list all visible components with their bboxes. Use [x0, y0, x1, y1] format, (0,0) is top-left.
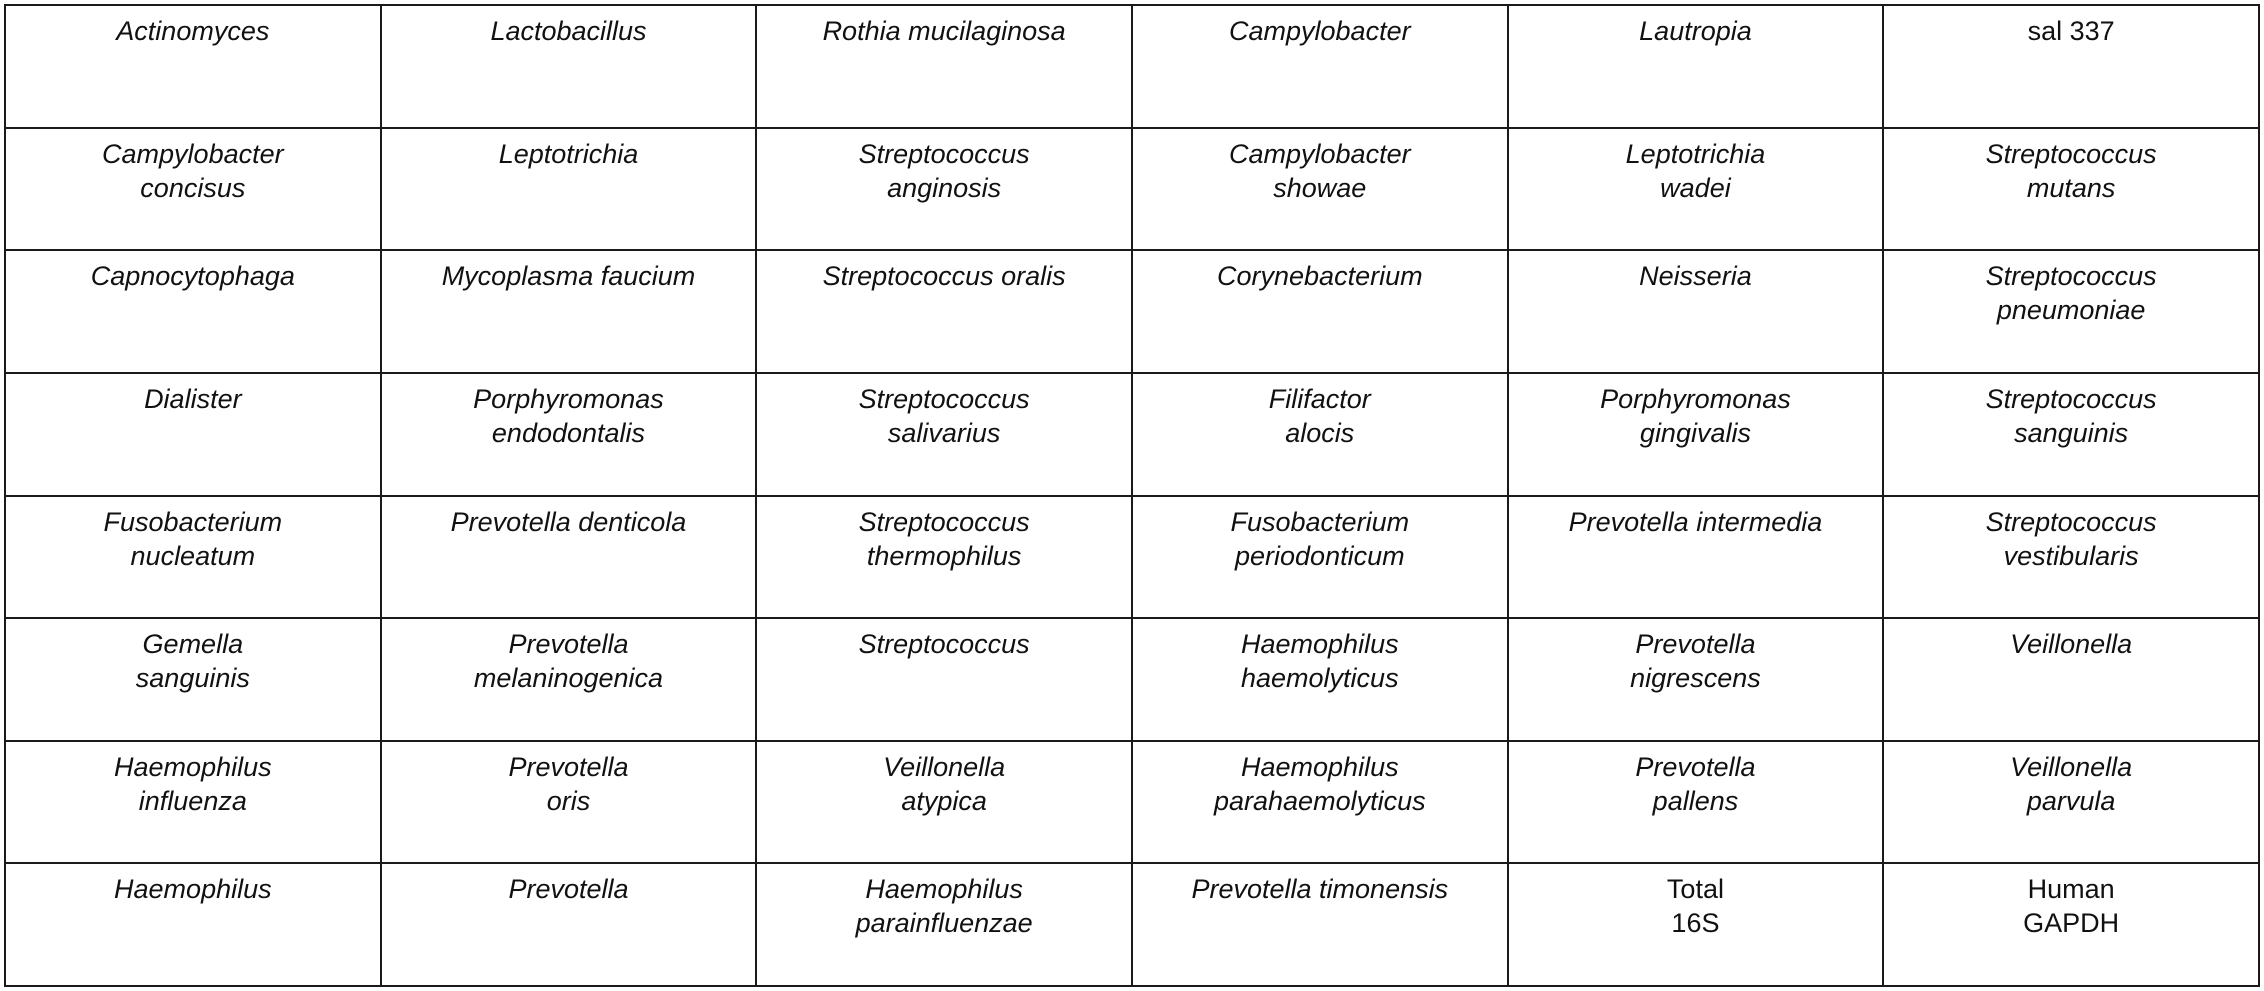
cell-text-line: Streptococcus [858, 138, 1030, 169]
cell-text-line: alocis [1285, 417, 1355, 448]
cell-text-line: Veillonella [2010, 751, 2133, 782]
species-table-container [4, 4, 2260, 987]
table-cell [1132, 496, 1508, 619]
cell-text-line: GAPDH [2023, 908, 2120, 939]
table-cell [1883, 5, 2259, 128]
table-cell [1508, 128, 1884, 251]
table-row [5, 250, 2259, 373]
table-cell [1508, 250, 1884, 373]
cell-text-line: Actinomyces [116, 16, 270, 46]
table-cell [756, 250, 1132, 373]
cell-text-line: sal 337 [2027, 16, 2115, 46]
table-cell [1508, 373, 1884, 496]
cell-text-line: sanguinis [135, 663, 250, 694]
cell-text-line: Neisseria [1639, 261, 1752, 292]
table-cell [381, 5, 757, 128]
cell-text-line: Lautropia [1639, 16, 1752, 46]
cell-text-line: periodonticum [1235, 540, 1405, 571]
table-cell [5, 496, 381, 619]
cell-text-line: Haemophilus [1241, 629, 1399, 660]
cell-text-line: endodontalis [491, 417, 646, 448]
cell-text-line: wadei [1660, 172, 1731, 203]
cell-text-line: concisus [140, 172, 246, 203]
cell-text-line: Streptococcus [858, 383, 1030, 414]
table-cell [5, 5, 381, 128]
table-cell [1508, 618, 1884, 741]
table-cell [756, 618, 1132, 741]
cell-text-line: Streptococcus [858, 506, 1030, 537]
table-cell [1132, 5, 1508, 128]
cell-text-line: Dialister [144, 383, 242, 414]
table-cell [1132, 741, 1508, 864]
table-cell [1883, 128, 2259, 251]
table-cell [5, 250, 381, 373]
cell-text-line: Prevotella [1635, 751, 1756, 782]
cell-text-line: Haemophilus [865, 874, 1023, 905]
cell-text-line: Gemella [142, 629, 244, 660]
cell-text-line: Streptococcus [1985, 138, 2157, 169]
table-cell [381, 373, 757, 496]
table-cell [756, 128, 1132, 251]
cell-text-line: parahaemolyticus [1213, 785, 1426, 816]
table-cell [5, 128, 381, 251]
table-cell [381, 741, 757, 864]
cell-text-line: Prevotella denticola [450, 506, 687, 537]
cell-text-line: atypica [901, 785, 987, 816]
cell-text-line: mutans [2026, 172, 2116, 203]
cell-text-line: showae [1273, 172, 1367, 203]
table-cell [381, 496, 757, 619]
cell-text-line: Haemophilus [1241, 751, 1399, 782]
table-cell [381, 618, 757, 741]
table-cell [756, 863, 1132, 986]
cell-text-line: Total [1666, 874, 1724, 905]
cell-text-line: Prevotella [508, 629, 629, 660]
cell-text-line: haemolyticus [1241, 663, 1399, 694]
table-cell [1883, 250, 2259, 373]
cell-text-line: Corynebacterium [1217, 261, 1423, 292]
table-row [5, 618, 2259, 741]
cell-text-line: Campylobacter [102, 138, 284, 169]
table-row [5, 863, 2259, 986]
cell-text-line: Lactobacillus [490, 16, 647, 46]
cell-text-line: pneumoniae [1996, 295, 2146, 326]
species-table-body [5, 5, 2259, 986]
table-cell [1132, 863, 1508, 986]
cell-text-line: Haemophilus [114, 874, 272, 905]
table-cell [1132, 250, 1508, 373]
cell-text-line: anginosis [887, 172, 1002, 203]
table-cell [1508, 5, 1884, 128]
cell-text-line: Mycoplasma faucium [441, 261, 696, 292]
table-cell [1508, 863, 1884, 986]
cell-text-line: Prevotella [1635, 629, 1756, 660]
table-cell [756, 496, 1132, 619]
cell-text-line: thermophilus [866, 540, 1022, 571]
cell-text-line: Streptococcus oralis [822, 261, 1066, 292]
table-cell [381, 250, 757, 373]
cell-text-line: Veillonella [883, 751, 1006, 782]
table-row [5, 496, 2259, 619]
table-row [5, 128, 2259, 251]
cell-text-line: Haemophilus [114, 751, 272, 782]
cell-text-line: Campylobacter [1229, 138, 1411, 169]
species-table [4, 4, 2260, 987]
cell-text-line: 16S [1671, 908, 1720, 939]
table-cell [1508, 741, 1884, 864]
cell-text-line: Streptococcus [858, 629, 1030, 660]
table-cell [5, 618, 381, 741]
cell-text-line: gingivalis [1639, 417, 1751, 448]
cell-text-line: parvula [2026, 785, 2116, 816]
table-cell [1883, 863, 2259, 986]
table-row [5, 741, 2259, 864]
table-cell [381, 128, 757, 251]
cell-text-line: Prevotella timonensis [1191, 874, 1449, 905]
cell-text-line: salivarius [887, 417, 1001, 448]
cell-text-line: Capnocytophaga [90, 261, 295, 292]
table-cell [1132, 373, 1508, 496]
cell-text-line: Human [2027, 874, 2115, 905]
cell-text-line: Prevotella [508, 751, 629, 782]
cell-text-line: oris [546, 785, 591, 816]
cell-text-line: Streptococcus [1985, 383, 2157, 414]
cell-text-line: vestibularis [2003, 540, 2139, 571]
cell-text-line: Veillonella [2010, 629, 2133, 660]
cell-text-line: Streptococcus [1985, 261, 2157, 292]
cell-text-line: Leptotrichia [498, 138, 639, 169]
table-row [5, 373, 2259, 496]
table-row [5, 5, 2259, 128]
table-cell [5, 741, 381, 864]
cell-text-line: Filifactor [1268, 383, 1371, 414]
cell-text-line: parainfluenzae [855, 908, 1033, 939]
table-cell [1883, 373, 2259, 496]
table-cell [1883, 618, 2259, 741]
cell-text-line: nigrescens [1630, 663, 1761, 694]
table-cell [5, 373, 381, 496]
cell-text-line: Rothia mucilaginosa [822, 16, 1066, 46]
cell-text-line: Porphyromonas [1600, 383, 1791, 414]
table-cell [756, 373, 1132, 496]
table-cell [1883, 496, 2259, 619]
cell-text-line: Fusobacterium [103, 506, 283, 537]
cell-text-line: Fusobacterium [1230, 506, 1410, 537]
cell-text-line: nucleatum [130, 540, 256, 571]
table-cell [1883, 741, 2259, 864]
table-cell [381, 863, 757, 986]
cell-text-line: influenza [138, 785, 247, 816]
table-cell [756, 741, 1132, 864]
table-cell [1132, 128, 1508, 251]
cell-text-line: Streptococcus [1985, 506, 2157, 537]
cell-text-line: sanguinis [2014, 417, 2129, 448]
cell-text-line: Campylobacter [1229, 16, 1411, 46]
table-cell [1508, 496, 1884, 619]
cell-text-line: Prevotella [508, 874, 629, 905]
cell-text-line: melaninogenica [473, 663, 664, 694]
cell-text-line: Prevotella intermedia [1568, 506, 1823, 537]
cell-text-line: Porphyromonas [473, 383, 664, 414]
table-cell [756, 5, 1132, 128]
cell-text-line: Leptotrichia [1625, 138, 1766, 169]
table-cell [1132, 618, 1508, 741]
cell-text-line: pallens [1652, 785, 1739, 816]
table-cell [5, 863, 381, 986]
